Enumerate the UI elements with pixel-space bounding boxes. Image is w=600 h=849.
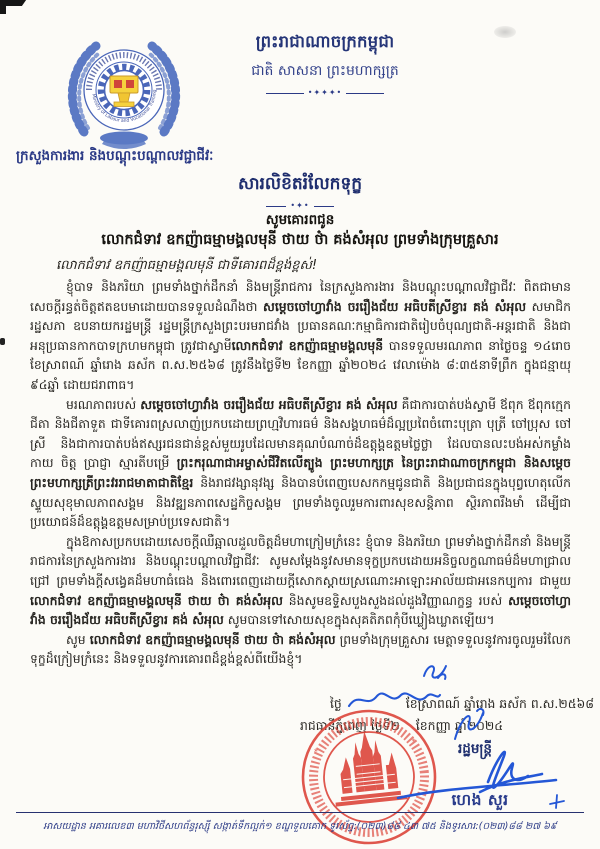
footer-address: អាសយដ្ឋាន អគារលេខ៣ មហាវិថីសហព័ន្ធរុស្ស៊ី សង្កាត់ទឹកល្អក់១ ខណ្ឌទួលគោក ទូរស័ព្ទ:(០២៣)៨៨ ៤៣ ៧៥ និងទូរសារ:(០២៣)៨៨ ២៧ ៦៩ (43, 821, 557, 832)
handwritten-plus-mark (546, 792, 568, 810)
minister-signature-ink (392, 742, 564, 804)
kingdom-header (200, 32, 450, 97)
divider-ornament: •✦✦✦• (200, 89, 450, 97)
logo-emblem (110, 76, 138, 107)
paragraph: ខ្ញុំបាទ និងភរិយា ព្រមទាំងថ្នាក់ដឹកនាំ និងមន្ត្រីរាជការ នៃក្រសួងការងារ និងបណ្ដុះបណ្ដាលវិជ្ជាជីវៈ ពិតជាមានសេចក្ដីរន្ធត់ចិត្តឥតឧបមាដោយបានទទួលដំណឹងថា សម្ដេចចៅហ្វាវាំង ចររឿងជ័យ អធិបតីស្រីខ្វារ គង់ សំអុល សមាជិករដ្ឋសភា ឧបនាយករដ្ឋមន្ត្រី រដ្ឋមន្ត្រីក្រសួងព្រះបរមរាជវាំង ប្រធានគណៈកម្មាធិការជាតិរៀបចំបុណ្យជាតិ-អន្តរជាតិ និងជាអនុប្រធានកាកបាទក្រហមកម្ពុជា ត្រូវជាស្វាមីលោកជំទាវ ឧកញ៉ាធម្មាមង្គលមុនី បានទទួលមរណភាព នាថ្ងៃចន្ទ ១៤រោច ខែស្រាពណ៍ ឆ្នាំរោង ឆស័ក ព.ស.២៥៦៨ ត្រូវនឹងថ្ងៃទី២ ខែកញ្ញា ឆ្នាំ២០២៤ វេលាម៉ោង ៨:៣៥នាទីព្រឹក ក្នុងជន្មាយុ ៩៤ឆ្នាំ ដោយជរាពាធ។ (30, 279, 571, 392)
paragraph: មរណភាពរបស់ សម្ដេចចៅហ្វាវាំង ចររឿងជ័យ អធិបតីស្រីខ្វារ គង់ សំអុល គឺជាការបាត់បង់ស្វាមី ឪពុក ឪពុកក្មេក ជីតា និងជីតាទួត ជាទីគោរពស្រលាញ់ប្រកបដោយព្រហ្មវិហារធម៌ និងសង្គហធម៌ដ៏ល្អប្រពៃចំពោះបុត្រា បុត្រី ចៅប្រុស ចៅស្រី និងជាការបាត់បង់ឥស្សរជនជាន់ខ្ពស់មួយរូបដែលមានគុណបំណាច់ដ៏ឧត្ដុង្គឧត្ដមថ្លៃថ្លា ដែលបានលះបង់អស់កម្លាំងកាយ ចិត្ត ប្រាជ្ញា ស្មារតីបម្រើ ព្រះករុណាជាអម្ចាស់ជីវិតលើត្បូង ព្រះមហាក្សត្រ នៃព្រះរាជាណាចក្រកម្ពុជា និងសម្ដេចព្រះមហាក្សត្រីព្រះវររាជមាតាជាតិខ្មែរ និងរាជវង្សានុវង្ស និងបានបំពេញបេសកកម្មជូនជាតិ និងប្រជាជនក្នុងបុព្វហេតុលើកស្ទួយសុខុមាលភាពសង្គម និងវឌ្ឍនភាពសេដ្ឋកិច្ចសង្គម ព្រមទាំងចូលរួមការពារសុខសន្តិភាព ស្ថិរភាពរឹងមាំ ដើម្បីជាប្រយោជន៍ដ៏ឧត្ដុង្គឧត្ដមសម្រាប់ប្រទេសជាតិ។ (30, 396, 571, 530)
scan-artifact (0, 338, 5, 345)
salutation-honorific: លោកជំទាវ ឧកញ៉ាធម្មាមង្គលមុនី ជាទីគោរពដ៏ខ្ពង់ខ្ពស់! (56, 258, 318, 273)
kingdom-title: ព្រះរាជាណាចក្រកម្ពុជា (255, 32, 395, 51)
document-title-block (150, 173, 450, 210)
paragraph: សូម លោកជំទាវ ឧកញ៉ាធម្មាមង្គលមុនី ថាយ ថ៎ា គង់សំអុល ព្រមទាំងក្រុមគ្រួសារ មេត្តាទទួលនូវការចូលរួមរំលែកទុក្ខដ៏ក្រៀមក្រំនេះ និងទទួលនូវការគោរពដ៏ខ្ពង់ខ្ពស់ពីយើងខ្ញុំ។ (30, 631, 571, 667)
salutation-line1: សូមគោរពជូន (265, 212, 335, 228)
date-gregorian: ខែកញ្ញា ឆ្នាំ២០២៤ (415, 718, 504, 733)
handwritten-month-ink (447, 705, 491, 745)
date-place: រាជធានីភ្នំពេញ ថ្ងៃទី២ (300, 718, 400, 733)
svg-text:*: * (313, 747, 319, 757)
handwritten-date-ink (345, 688, 443, 714)
body-paragraphs (30, 277, 571, 693)
svg-text:*: * (411, 736, 417, 747)
minister-name: ហេង សួរ (451, 791, 509, 809)
ministry-seal-logo (62, 32, 186, 160)
date-day-label: ថ្ងៃ (330, 696, 342, 711)
ministry-seal-icon (62, 32, 186, 160)
salutation-addressee: លោកជំទាវ ឧកញ៉ាធម្មាមង្គលមុនី ថាយ ថ៎ា គង់សំអុល ព្រមទាំងក្រុមគ្រួសារ (101, 232, 499, 248)
paragraph: ក្នុងឱកាសប្រកបដោយសេចក្ដីឈឺឆ្អាលដួលចិត្តដ៏មហាក្រៀមក្រំនេះ ខ្ញុំបាទ និងភរិយា ព្រមទាំងថ្នាក់ដឹកនាំ និងមន្ត្រីរាជការនៃក្រសួងការងារ និងបណ្ដុះបណ្ដាលវិជ្ជាជីវៈ សូមសម្ដែងនូវសមានទុក្ខប្រកបដោយអនិច្ចលក្ខណាធម៌ដ៏មហាជ្រាលជ្រៅ ព្រមទាំងក្ដីសង្វេគដ៏មហាធំធេង និងពោរពេញដោយក្ដីសោកស្ដាយស្រណោះអាឡោះអាល័យជាអនេកប្បការ ជាមួយ លោកជំទាវ ឧកញ៉ាធម្មាមង្គលមុនី ថាយ ថ៎ា គង់សំអុល និងសូមឧទ្ទិសបួងសួងដល់ដួងវិញ្ញាណក្ខន្ធ របស់ សម្ដេចចៅហ្វាវាំង ចររឿងជ័យ អធិបតីស្រីខ្វារ គង់ សំអុល សូមបានទៅសោយសុខក្នុងសុគតិភពកុំបីឃ្លៀងឃ្លាតឡើយ។ (30, 533, 571, 628)
footer-rule (16, 812, 584, 813)
minister-title: រដ្ឋមន្ត្រី (457, 741, 492, 757)
divider-ornament: •✦• (150, 202, 450, 210)
logo-ring-text: Ministry of Labour and Vocational Training (90, 89, 159, 125)
document-title: សារលិខិតរំលែកទុក្ខ (237, 174, 363, 194)
national-motto: ជាតិ សាសនា ព្រះមហាក្សត្រ (251, 63, 399, 79)
date-lunar: ខែស្រាពណ៍ ឆ្នាំរោង ឆស័ក ព.ស.២៥៦៨ (405, 696, 595, 711)
handwritten-initial-ink (420, 660, 452, 684)
ministry-name: ក្រសួងការងារ និងបណ្ដុះបណ្ដាលវជ្ជាជីវៈ (16, 148, 214, 164)
scan-artifact (0, 0, 6, 14)
scan-smudge (494, 26, 516, 38)
